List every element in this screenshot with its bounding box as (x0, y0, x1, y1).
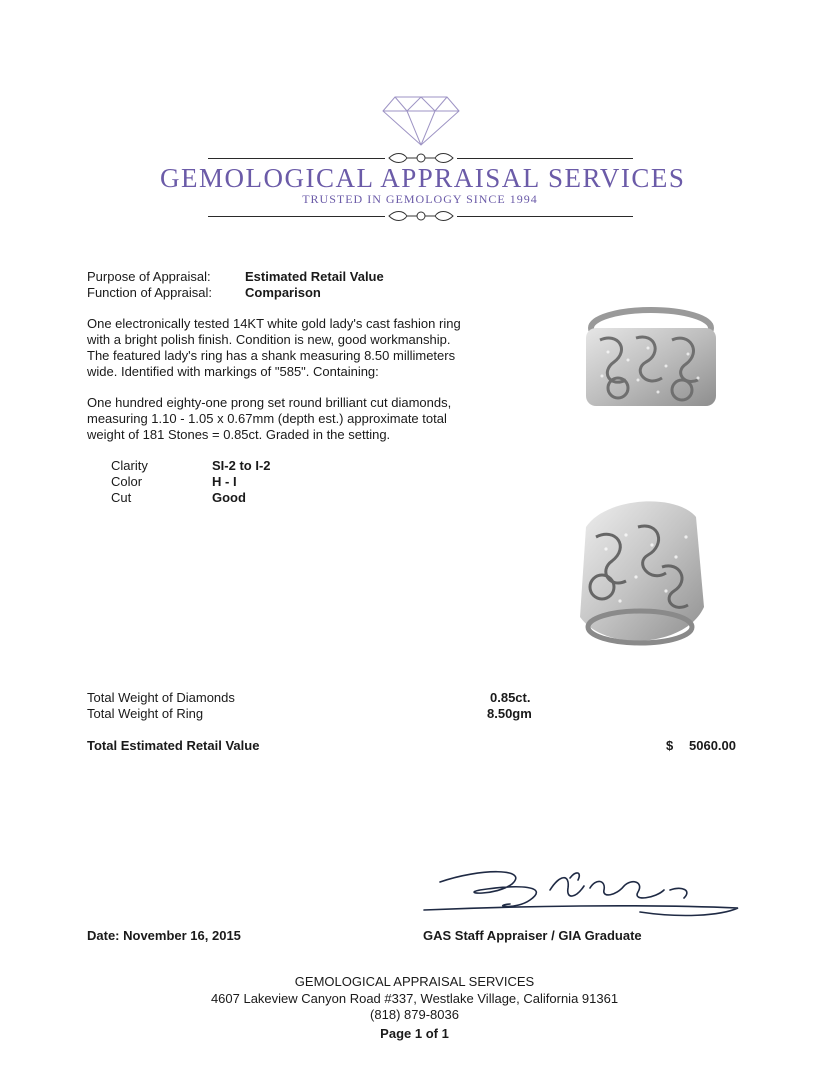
ring-weight-value: 8.50gm (487, 706, 532, 721)
retail-value: 5060.00 (689, 738, 736, 753)
footer-phone: (818) 879-8036 (370, 1007, 459, 1022)
diamond-weight-label: Total Weight of Diamonds (87, 690, 235, 705)
page-number: Page 1 of 1 (380, 1026, 449, 1041)
description-paragraph (87, 316, 461, 380)
cut-label: Cut (111, 490, 132, 505)
company-title: GEMOLOGICAL APPRAISAL SERVICES (160, 163, 686, 193)
clarity-value: SI-2 to I-2 (212, 458, 271, 473)
purpose-label: Purpose of Appraisal: (87, 269, 211, 284)
company-tagline: TRUSTED IN GEMOLOGY SINCE 1994 (302, 192, 538, 206)
signature-icon (420, 860, 750, 922)
diamond-weight-value: 0.85ct. (490, 690, 531, 705)
footer-company: GEMOLOGICAL APPRAISAL SERVICES (294, 974, 535, 989)
stones-paragraph (87, 395, 451, 443)
retail-value-label: Total Estimated Retail Value (87, 738, 260, 753)
description-line: The featured lady's ring has a shank measuring 8.50 millimeters (87, 348, 456, 363)
ring-photo-top (578, 300, 724, 430)
stones-line: weight of 181 Stones = 0.85ct. Graded in the setting. (87, 427, 391, 442)
function-value: Comparison (245, 285, 321, 300)
function-label: Function of Appraisal: (87, 285, 213, 300)
footer-address: 4607 Lakeview Canyon Road #337, Westlake Village, California 91361 (210, 991, 619, 1006)
color-label: Color (111, 474, 143, 489)
stones-line: One hundred eighty-one prong set round brilliant cut diamonds, (87, 395, 452, 410)
clarity-label: Clarity (111, 458, 148, 473)
ring-weight-label: Total Weight of Ring (87, 706, 204, 721)
flourish-bottom-icon (385, 208, 457, 224)
color-value: H - I (212, 474, 237, 489)
description-line: with a bright polish finish. Condition is new, good workmanship. (87, 332, 451, 347)
description-line: wide. Identified with markings of "585". Containing: (87, 364, 379, 379)
stones-line: measuring 1.10 - 1.05 x 0.67mm (depth est.) approximate total (87, 411, 447, 426)
diamond-logo-icon (381, 95, 461, 147)
purpose-value: Estimated Retail Value (245, 269, 384, 284)
cut-value: Good (212, 490, 246, 505)
description-line: One electronically tested 14KT white gold lady's cast fashion ring (87, 316, 461, 331)
appraiser-title: GAS Staff Appraiser / GIA Graduate (423, 928, 642, 943)
date: Date: November 16, 2015 (87, 928, 241, 943)
ring-photo-angle (566, 487, 712, 657)
currency-symbol: $ (666, 738, 674, 753)
